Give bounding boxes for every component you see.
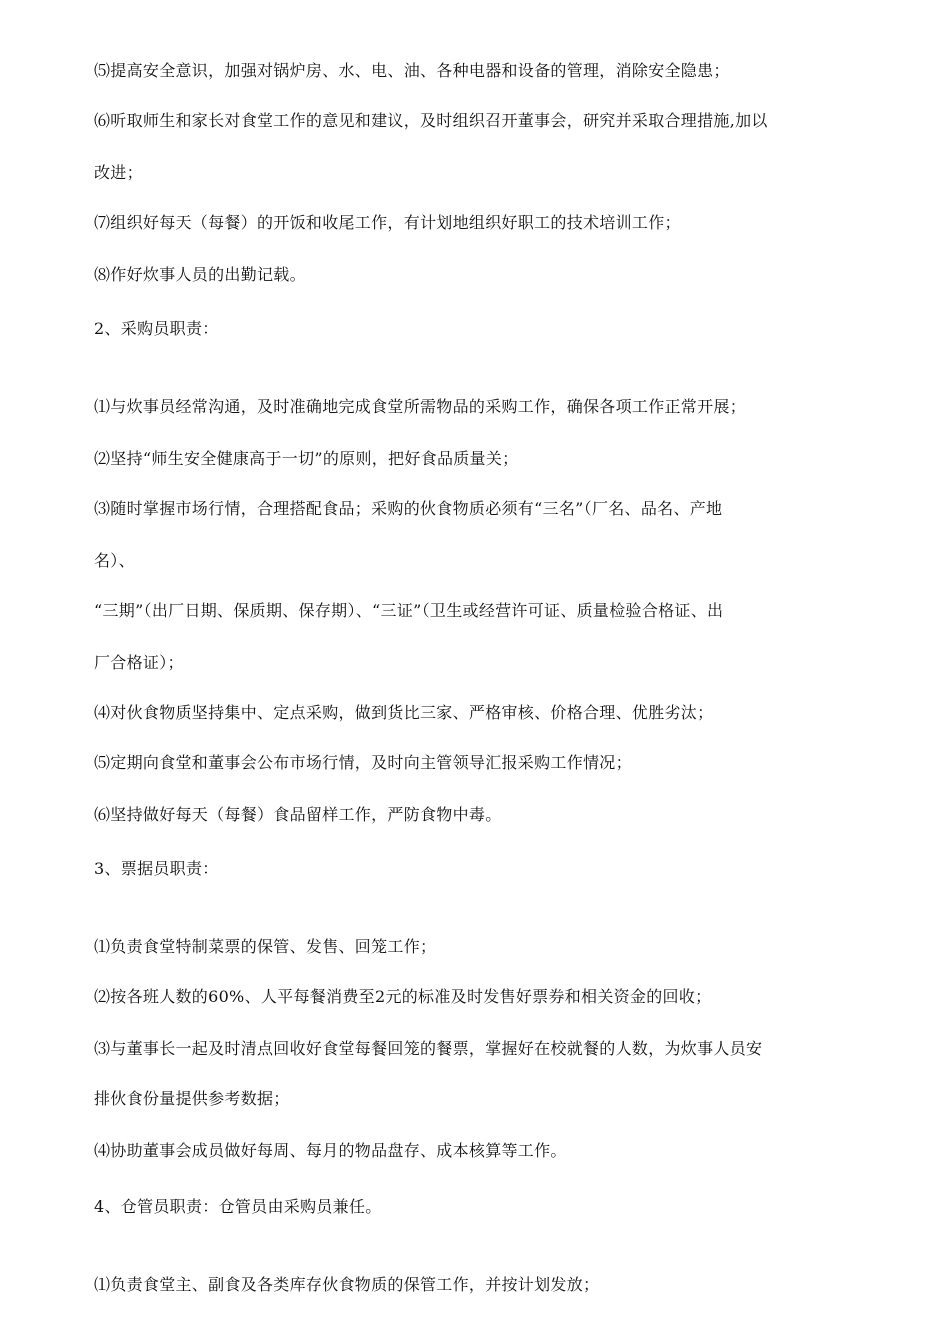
purchaser-item-3: ⑶随时掌握市场行情，合理搭配食品；采购的伙食物质必须有“三名”（厂名、品名、产地: [94, 499, 723, 518]
ticket-item-3: ⑶与董事长一起及时清点回收好食堂每餐回笼的餐票，掌握好在校就餐的人数，为炊事人员安: [94, 1039, 763, 1058]
purchaser-item-4: ⑷对伙食物质坚持集中、定点采购，做到货比三家、严格审核、价格合理、优胜劣汰；: [94, 703, 714, 722]
ticket-item-1: ⑴负责食堂特制菜票的保管、发售、回笼工作；: [94, 937, 437, 956]
purchaser-item-5: ⑸定期向食堂和董事会公布市场行情，及时向主管领导汇报采购工作情况；: [94, 753, 632, 772]
section-heading-ticket-clerk: 3、票据员职责：: [94, 859, 219, 878]
duty-item-8-attendance: ⑻作好炊事人员的出勤记载。: [94, 265, 306, 284]
ticket-item-4: ⑷协助董事会成员做好每周、每月的物品盘存、成本核算等工作。: [94, 1141, 567, 1160]
purchaser-item-3-continuation: 名）、: [94, 551, 135, 570]
section-heading-purchaser: 2、采购员职责：: [94, 319, 219, 338]
duty-item-5-safety: ⑸提高安全意识，加强对锅炉房、水、电、油、各种电器和设备的管理，消除安全隐患；: [94, 61, 730, 80]
purchaser-item-3-three-terms: “三期”（出厂日期、保质期、保存期）、“三证”（卫生或经营许可证、质量检验合格证、出: [94, 601, 724, 620]
section-heading-warehouse: 4、仓管员职责：仓管员由采购员兼任。: [94, 1197, 382, 1216]
purchaser-item-6: ⑹坚持做好每天（每餐）食品留样工作，严防食物中毒。: [94, 805, 502, 824]
ticket-item-3-continuation: 排伙食份量提供参考数据；: [94, 1089, 290, 1108]
duty-item-6-continuation: 改进；: [94, 163, 143, 182]
purchaser-item-3-end: 厂合格证）；: [94, 653, 184, 672]
ticket-item-2: ⑵按各班人数的60%、人平每餐消费至2元的标准及时发售好票券和相关资金的回收；: [94, 987, 712, 1006]
duty-item-6-feedback: ⑹听取师生和家长对食堂工作的意见和建议，及时组织召开董事会，研究并采取合理措施,加以: [94, 111, 768, 130]
purchaser-item-1: ⑴与炊事员经常沟通，及时准确地完成食堂所需物品的采购工作，确保各项工作正常开展；: [94, 397, 747, 416]
purchaser-item-2: ⑵坚持“师生安全健康高于一切”的原则，把好食品质量关；: [94, 449, 519, 468]
duty-item-7-meals: ⑺组织好每天（每餐）的开饭和收尾工作，有计划地组织好职工的技术培训工作；: [94, 213, 681, 232]
warehouse-item-1: ⑴负责食堂主、副食及各类库存伙食物质的保管工作，并按计划发放；: [94, 1275, 600, 1294]
